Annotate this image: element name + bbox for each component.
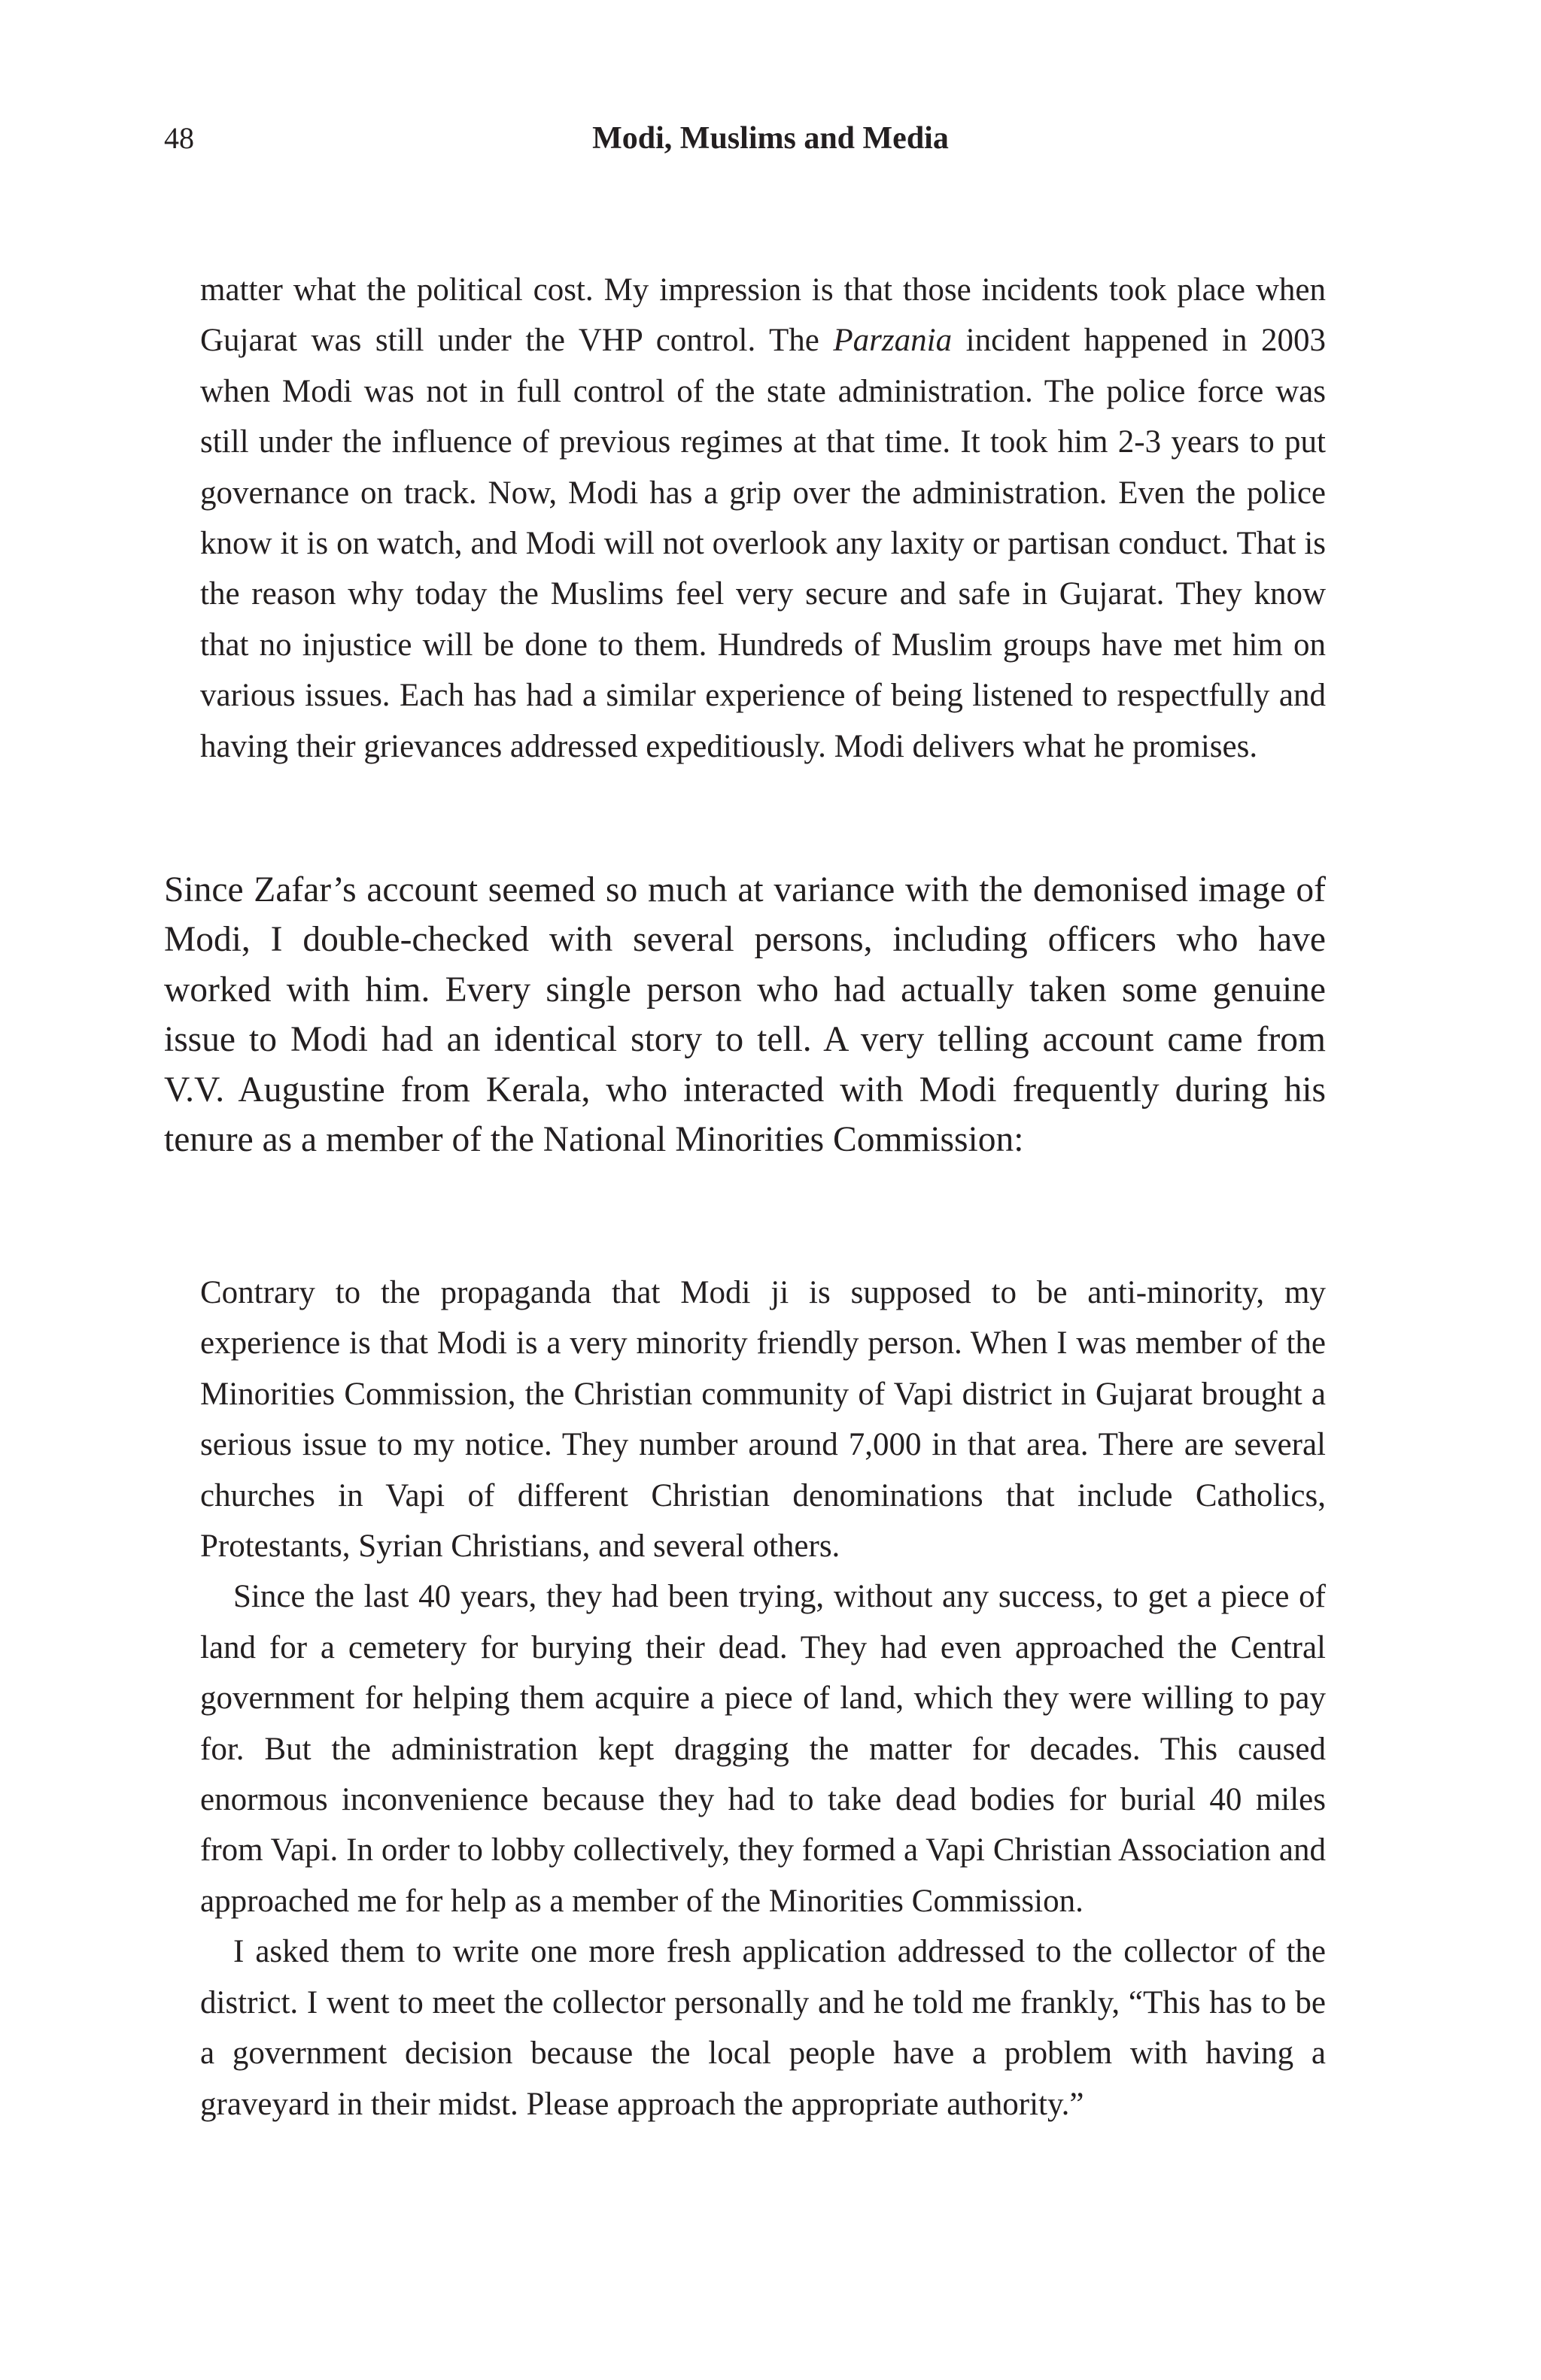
quote-text-start: matter what the political cost. My impression is that those incidents took place when Gujarat was still under the VHP control. The [200,272,1326,359]
quote-paragraph-1: Contrary to the propaganda that Modi ji is supposed to be anti-minority, my experience is that Modi is a very minority friendly person. When I was member of the Minorities Commission, the Christian community of Vapi district in Gujarat brought a serious issue to my notice. They number around 7,000 in that area. There are several churches in Vapi of different Christian denominations that include Catholics, Protestants, Syrian Christians, and several others. [200,1275,1326,1565]
page-number: 48 [164,121,194,155]
block-quote-zafar [200,265,1326,772]
quote-paragraph-3: I asked them to write one more fresh application addressed to the collector of the district. I went to meet the collector personally and he told me frankly, “This has to be a government decision because the local people have a problem with having a graveyard in their midst. Please approach the appropriate authority.” [200,1934,1326,2122]
film-title-parzania: Parzania [833,323,953,359]
body-paragraph-text: Since Zafar’s account seemed so much at variance with the demonised image of Modi, I double-checked with several persons, including officers who have worked with him. Every single person who had actually taken some genuine issue to Modi had an identical story to tell. A very telling account came from V.V. Augustine from Kerala, who interacted with Modi frequently during his tenure as a member of the National Minorities Commission: [164,870,1326,1160]
quote-text-end: incident happened in 2003 when Modi was not in full control of the state administration. The police force was still under the influence of previous regimes at that time. It took him 2-3 years to put governance on track. Now, Modi has a grip over the administration. Even the police know it is on watch, and Modi will not overlook any laxity or partisan conduct. That is the reason why today the Muslims feel very secure and safe in Gujarat. They know that no injustice will be done to them. Hundreds of Muslim groups have met him on various issues. Each has had a similar experience of being listened to respectfully and having their grievances addressed expeditiously. Modi delivers what he promises. [200,323,1326,764]
running-head-title: Modi, Muslims and Media [592,121,949,156]
quote-paragraph [200,265,1326,772]
body-paragraph [164,865,1326,1164]
block-quote-augustine [200,1267,1326,2130]
quote-paragraph-2: Since the last 40 years, they had been trying, without any success, to get a piece of land for a cemetery for burying their dead. They had even approached the Central government for helping them acquire a piece of land, which they were willing to pay for. But the administration kept dragging the matter for decades. This caused enormous inconvenience because they had to take dead bodies for burial 40 miles from Vapi. In order to lobby collectively, they formed a Vapi Christian Association and approached me for help as a member of the Minorities Commission. [200,1579,1326,1919]
